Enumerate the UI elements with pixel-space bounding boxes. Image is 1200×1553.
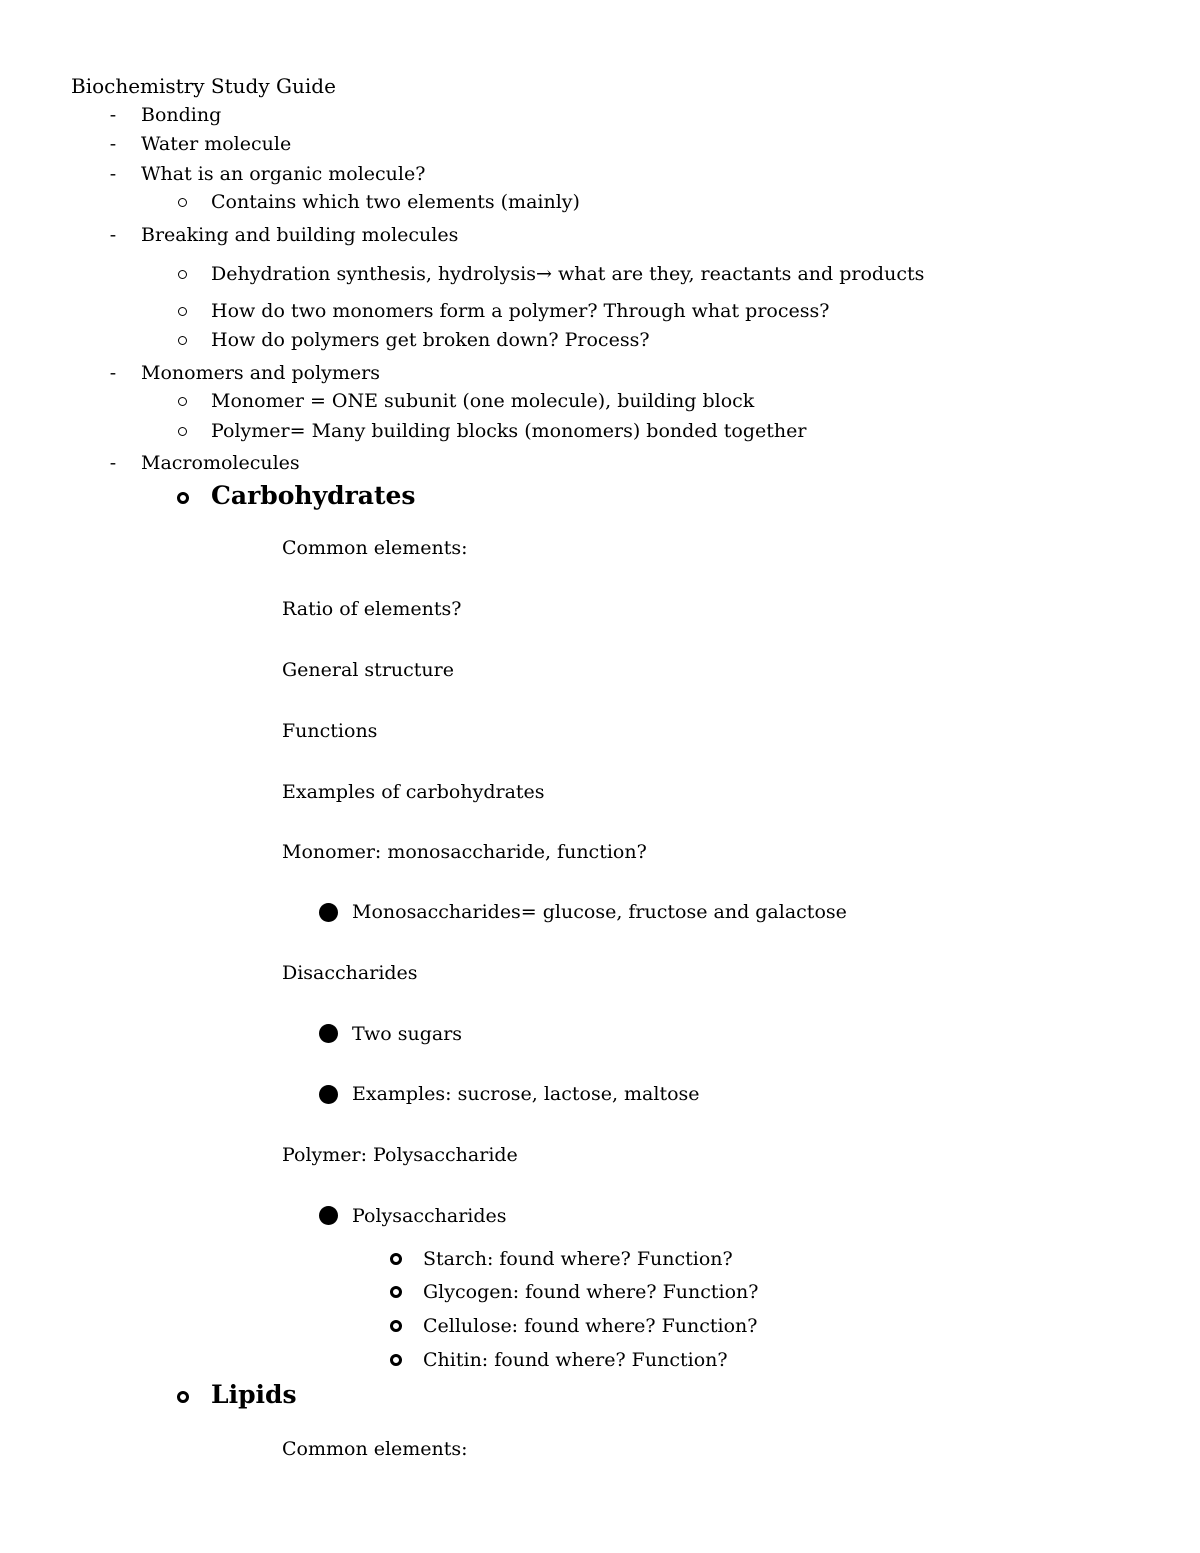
- circle-bullet: [178, 270, 187, 279]
- disc-bullet: [319, 1085, 338, 1104]
- circle-bullet: [178, 198, 187, 207]
- disc-bullet: [319, 1206, 338, 1225]
- circle-bullet: [178, 336, 187, 345]
- carb-di-examples: Examples: sucrose, lactose, maltose: [352, 1083, 700, 1105]
- item-dehydration: Dehydration synthesis, hydrolysis→ what are they, reactants and products: [211, 263, 925, 285]
- circle-bullet: [390, 1286, 402, 1298]
- carb-functions: Functions: [282, 720, 378, 742]
- disc-bullet: [319, 903, 338, 922]
- item-bonding: Bonding: [141, 104, 222, 126]
- page-title: Biochemistry Study Guide: [71, 74, 336, 98]
- circle-bullet: [390, 1354, 402, 1366]
- item-organic-molecule: What is an organic molecule?: [141, 163, 426, 185]
- carb-glycogen: Glycogen: found where? Function?: [423, 1281, 759, 1303]
- carb-common-elements: Common elements:: [282, 537, 468, 559]
- dash-bullet: -: [109, 104, 117, 126]
- item-two-monomers: How do two monomers form a polymer? Through what process?: [211, 300, 830, 322]
- carb-polysaccharides: Polysaccharides: [352, 1205, 507, 1227]
- circle-bullet: [390, 1320, 402, 1332]
- carb-ratio: Ratio of elements?: [282, 598, 462, 620]
- item-monomer-definition: Monomer = ONE subunit (one molecule), building block: [211, 390, 755, 412]
- item-monomers-polymers: Monomers and polymers: [141, 362, 380, 384]
- carb-two-sugars: Two sugars: [352, 1023, 463, 1045]
- carb-examples: Examples of carbohydrates: [282, 781, 545, 803]
- circle-bullet: [178, 397, 187, 406]
- carbohydrates-heading: Carbohydrates: [211, 481, 416, 510]
- lipids-common-elements: Common elements:: [282, 1438, 468, 1460]
- item-broken-down: How do polymers get broken down? Process?: [211, 329, 650, 351]
- item-macromolecules: Macromolecules: [141, 452, 300, 474]
- item-polymer-definition: Polymer= Many building blocks (monomers) bonded together: [211, 420, 807, 442]
- dash-bullet: -: [109, 452, 117, 474]
- dash-bullet: -: [109, 362, 117, 384]
- circle-bullet: [177, 492, 189, 504]
- carb-disaccharides: Disaccharides: [282, 962, 418, 984]
- carb-chitin: Chitin: found where? Function?: [423, 1349, 728, 1371]
- carb-structure: General structure: [282, 659, 454, 681]
- item-breaking-building: Breaking and building molecules: [141, 224, 459, 246]
- carb-starch: Starch: found where? Function?: [423, 1248, 733, 1270]
- carb-polymer: Polymer: Polysaccharide: [282, 1144, 518, 1166]
- carb-monosaccharides: Monosaccharides= glucose, fructose and galactose: [352, 901, 847, 923]
- circle-bullet: [177, 1391, 189, 1403]
- carb-monomer: Monomer: monosaccharide, function?: [282, 841, 647, 863]
- dash-bullet: -: [109, 163, 117, 185]
- circle-bullet: [178, 307, 187, 316]
- disc-bullet: [319, 1024, 338, 1043]
- dash-bullet: -: [109, 133, 117, 155]
- circle-bullet: [390, 1253, 402, 1265]
- item-contains-elements: Contains which two elements (mainly): [211, 191, 580, 213]
- carb-cellulose: Cellulose: found where? Function?: [423, 1315, 758, 1337]
- item-water-molecule: Water molecule: [141, 133, 292, 155]
- circle-bullet: [178, 427, 187, 436]
- dash-bullet: -: [109, 224, 117, 246]
- lipids-heading: Lipids: [211, 1380, 297, 1409]
